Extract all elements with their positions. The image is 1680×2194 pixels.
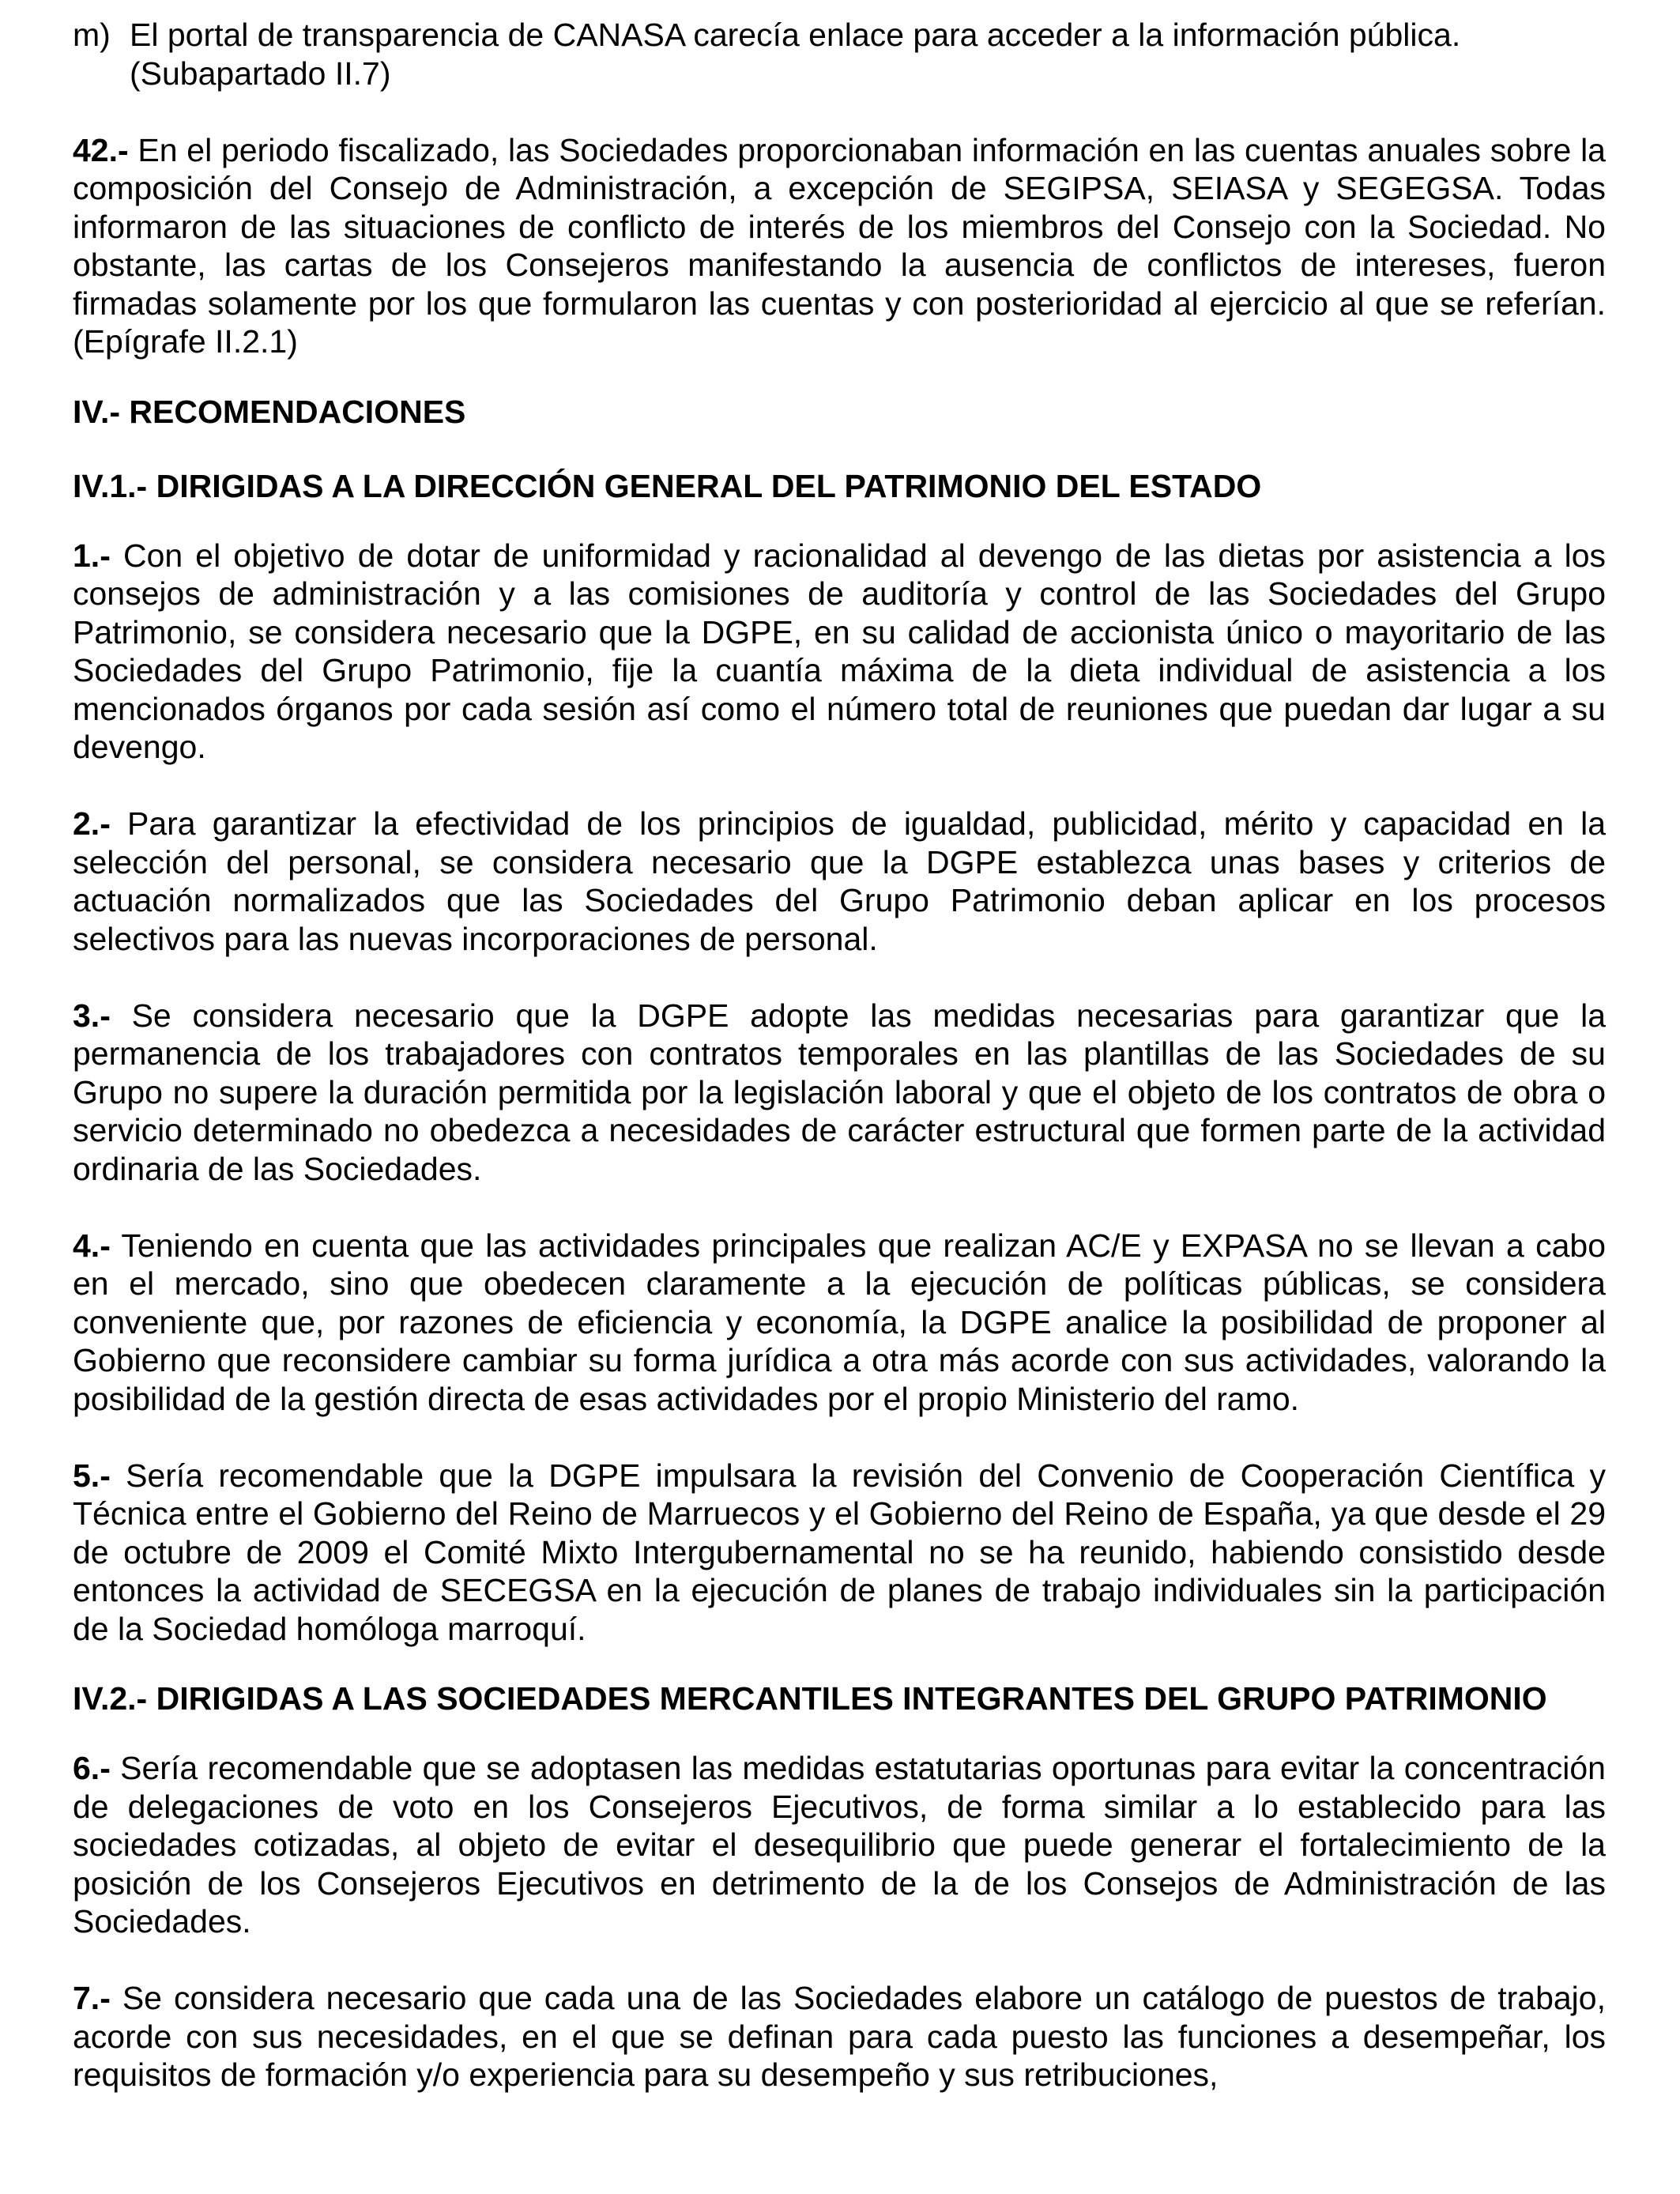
paragraph-42 — [73, 131, 1606, 361]
recommendation-number: 4.- — [73, 1227, 111, 1264]
section-heading-sociedades: IV.2.- DIRIGIDAS A LAS SOCIEDADES MERCANTILES INTEGRANTES DEL GRUPO PATRIMONIO — [73, 1680, 1547, 1717]
recommendation-number: 5.- — [73, 1457, 111, 1494]
recommendation-text: Sería recomendable que la DGPE impulsara la revisión del Convenio de Cooperación Científica y Técnica entre el Gobierno del Reino de Marruecos y el Gobierno del Reino de España, ya que desde el 29 de octubre de 2009 el Comité Mixto Intergubernamental no se ha reunido, habiendo consistido desde entonces la actividad de SECEGSA en la ejecución de planes de trabajo individuales sin la participación de la Sociedad homóloga marroquí. — [73, 1457, 1606, 1647]
recommendation-2 — [73, 805, 1606, 958]
section-heading-recomendaciones: IV.- RECOMENDACIONES — [73, 393, 466, 430]
recommendation-number: 3.- — [73, 997, 111, 1034]
recommendation-text: Sería recomendable que se adoptasen las medidas estatutarias oportunas para evitar la concentración de delegaciones de voto en los Consejeros Ejecutivos, de forma similar a lo establecido para las sociedades cotizadas, al objeto de evitar el desequilibrio que puede generar el fortalecimiento de la posición de los Consejeros Ejecutivos en detrimento de la de los Consejos de Administración de las Sociedades. — [73, 1750, 1606, 1940]
recommendation-number: 2.- — [73, 805, 111, 842]
recommendation-text: Con el objetivo de dotar de uniformidad y racionalidad al devengo de las dietas por asistencia a los consejos de administración y a las comisiones de auditoría y control de las Sociedades del Grupo Patrimonio, se considera necesario que la DGPE, en su calidad de accionista único o mayoritario de las Sociedades del Grupo Patrimonio, fije la cuantía máxima de la dieta individual de asistencia a los mencionados órganos por cada sesión así como el número total de reuniones que puedan dar lugar a su devengo. — [73, 537, 1606, 765]
recommendation-text: Teniendo en cuenta que las actividades principales que realizan AC/E y EXPASA no se llevan a cabo en el mercado, sino que obedecen claramente a la ejecución de políticas públicas, se considera conveniente que, por razones de eficiencia y economía, la DGPE analice la posibilidad de proponer al Gobierno que reconsidere cambiar su forma jurídica a otra más acorde con sus actividades, valorando la posibilidad de la gestión directa de esas actividades por el propio Ministerio del ramo. — [73, 1227, 1606, 1417]
list-item-text: El portal de transparencia de CANASA carecía enlace para acceder a la información pública. (Subapartado II.7) — [130, 17, 1461, 92]
list-marker: m) — [73, 17, 111, 53]
list-item-m — [73, 16, 1606, 92]
recommendation-7 — [73, 1979, 1606, 2094]
recommendation-number: 1.- — [73, 537, 111, 574]
recommendation-6 — [73, 1749, 1606, 1941]
section-heading-dgpe: IV.1.- DIRIGIDAS A LA DIRECCIÓN GENERAL DEL PATRIMONIO DEL ESTADO — [73, 467, 1262, 504]
recommendation-1 — [73, 537, 1606, 767]
document-page — [73, 16, 1606, 2094]
recommendation-text: Se considera necesario que la DGPE adopte las medidas necesarias para garantizar que la permanencia de los trabajadores con contratos temporales en las plantillas de las Sociedades de su Grupo no supere la duración permitida por la legislación laboral y que el objeto de los contratos de obra o servicio determinado no obedezca a necesidades de carácter estructural que formen parte de la actividad ordinaria de las Sociedades. — [73, 997, 1606, 1187]
paragraph-text: En el periodo fiscalizado, las Sociedades proporcionaban información en las cuentas anuales sobre la composición del Consejo de Administración, a excepción de SEGIPSA, SEIASA y SEGEGSA. Todas informaron de las situaciones de conflicto de interés de los miembros del Consejo con la Sociedad. No obstante, las cartas de los Consejeros manifestando la ausencia de conflictos de intereses, fueron firmadas solamente por los que formularon las cuentas y con posterioridad al ejercicio al que se referían. (Epígrafe II.2.1) — [73, 131, 1606, 360]
recommendation-4 — [73, 1227, 1606, 1419]
recommendation-text: Para garantizar la efectividad de los principios de igualdad, publicidad, mérito y capacidad en la selección del personal, se considera necesario que la DGPE establezca unas bases y criterios de actuación normalizados que las Sociedades del Grupo Patrimonio deban aplicar en los procesos selectivos para las nuevas incorporaciones de personal. — [73, 805, 1606, 957]
recommendation-number: 6.- — [73, 1750, 111, 1786]
paragraph-number: 42.- — [73, 131, 129, 168]
recommendation-5 — [73, 1457, 1606, 1649]
recommendation-3 — [73, 997, 1606, 1189]
recommendation-number: 7.- — [73, 1980, 111, 2016]
recommendation-text: Se considera necesario que cada una de las Sociedades elabore un catálogo de puestos de trabajo, acorde con sus necesidades, en el que se definan para cada puesto las funciones a desempeñar, los requisitos de formación y/o experiencia para su desempeño y sus retribuciones, — [73, 1980, 1606, 2093]
